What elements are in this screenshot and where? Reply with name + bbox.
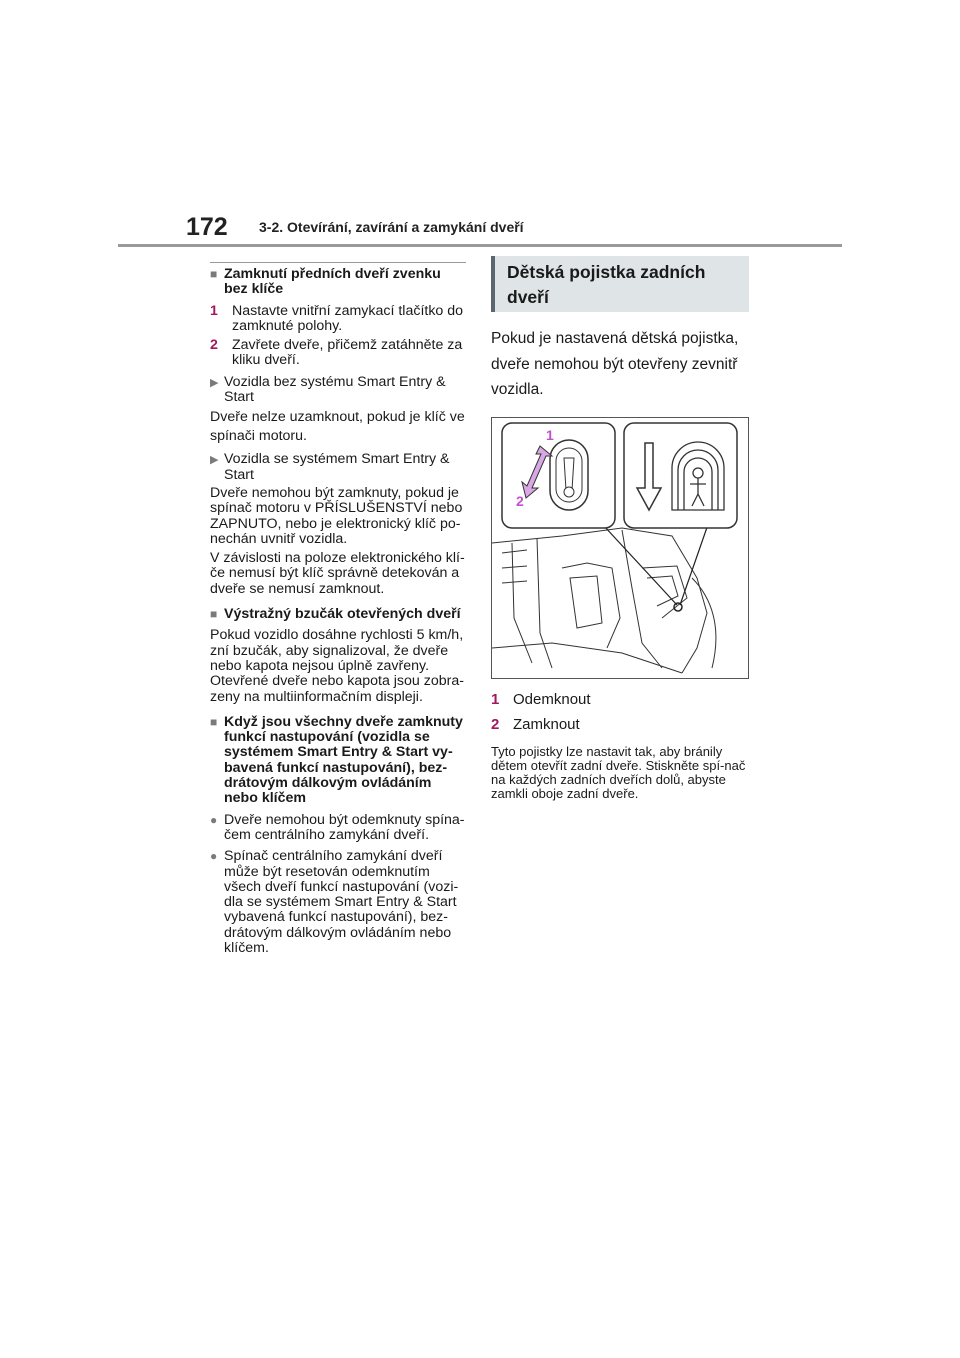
bullet-item <box>210 813 466 844</box>
subheading-text: Vozidla bez systému Smart Entry & Start <box>224 373 446 406</box>
section-heading-door-buzzer <box>210 607 466 622</box>
car-door-lineart <box>492 528 716 673</box>
bullet-text: Dveře nemohou být odemknuty spína-čem centrálního zamykání dveří. <box>224 811 465 843</box>
section-heading-text: Když jsou všechny dveře zamknuty funkcí nastupování (vozidla se systémem Smart Entry & Start vy-bavená funkcí nastupování), bez-drátovým dálkovým ovládáním nebo klíčem <box>224 713 463 807</box>
section-title-box <box>491 256 749 312</box>
section-heading-all-doors-locked <box>210 715 466 807</box>
legend-number: 1 <box>491 690 500 708</box>
paragraph: Dveře nelze uzamknout, pokud je klíč ve spínači motoru. <box>210 409 465 445</box>
step-item <box>210 338 466 369</box>
callout-1: 1 <box>546 426 554 443</box>
header-divider <box>118 244 842 247</box>
step-text: Zavřete dveře, přičemž zatáhněte za kliku dveří. <box>232 337 463 369</box>
section-heading-front-door-lock <box>210 267 466 298</box>
lock-symbol-panel <box>624 423 737 528</box>
subheading-text: Vozidla se systémem Smart Entry & Start <box>224 451 450 483</box>
subheading-with-smart-entry <box>210 452 466 483</box>
legend-number: 2 <box>491 715 500 733</box>
step-item <box>210 304 466 335</box>
square-bullet-icon: ■ <box>210 714 218 729</box>
legend-text: Odemknout <box>513 690 591 708</box>
step-text: Nastavte vnitřní zamykací tlačítko do zamknuté polohy. <box>232 302 464 334</box>
intro-paragraph: Pokud je nastavená dětská pojistka, dveře nemohou být otevřeny zevnitř vozidla. <box>491 330 739 398</box>
callout-2: 2 <box>516 492 524 509</box>
paragraph: Dveře nemohou být zamknuty, pokud je spínač motoru v PŘÍSLUŠENSTVÍ nebo ZAPNUTO, nebo je elektronický klíč po-nechán uvnitř vozidla. <box>210 484 463 547</box>
triangle-bullet-icon: ▶ <box>210 454 219 467</box>
left-column <box>210 262 466 962</box>
section-heading-text: Zamknutí předních dveří zvenku bez klíče <box>224 266 441 298</box>
section-heading-text: Výstražný bzučák otevřených dveří <box>224 606 461 623</box>
legend-item-lock <box>491 712 749 737</box>
round-bullet-icon: ● <box>210 849 218 864</box>
section-title: Dětská pojistka zadních dveří <box>507 262 706 307</box>
paragraph: Pokud vozidlo dosáhne rychlosti 5 km/h, zní bzučák, aby signalizoval, že dveře nebo kapota nejsou úplně zavřeny. Otevřené dveře nebo kapota jsou zobra-zeny na multiinformačním displeji. <box>210 627 464 705</box>
chapter-title: 3-2. Otevírání, zavírání a zamykání dveří <box>259 219 524 235</box>
legend-text: Zamknout <box>513 715 580 733</box>
right-column <box>491 256 749 801</box>
legend-item-unlock <box>491 687 749 712</box>
note-paragraph: Tyto pojistky lze nastavit tak, aby bránily dětem otevřít zadní dveře. Stiskněte spí-nač na každých zadních dveřích dolů, abyste zamkli oboje zadní dveře. <box>491 743 746 801</box>
square-bullet-icon: ■ <box>210 267 218 281</box>
bullet-item <box>210 849 466 956</box>
child-lock-lever-icon <box>550 440 588 510</box>
square-bullet-icon: ■ <box>210 607 218 622</box>
triangle-bullet-icon: ▶ <box>210 376 219 389</box>
paragraph: V závislosti na poloze elektronického klí-če nemusí být klíč správně detekován a dveře se nemusí zamknout. <box>210 550 465 597</box>
round-bullet-icon: ● <box>210 812 218 827</box>
page-number: 172 <box>186 213 228 241</box>
child-lock-illustration <box>491 417 749 679</box>
child-lock-drawing <box>492 418 748 678</box>
subheading-without-smart-entry <box>210 375 466 406</box>
step-number: 2 <box>210 337 218 354</box>
section-divider <box>210 262 466 263</box>
step-number: 1 <box>210 302 218 319</box>
bullet-text: Spínač centrálního zamykání dveří může být resetován odemknutím všech dveří funkcí nastupování (vozi-dla se systémem Smart Entry & Start vybavená funkcí nastupování), bez-drátovým dálkovým ovládáním nebo klíčem. <box>224 848 459 956</box>
